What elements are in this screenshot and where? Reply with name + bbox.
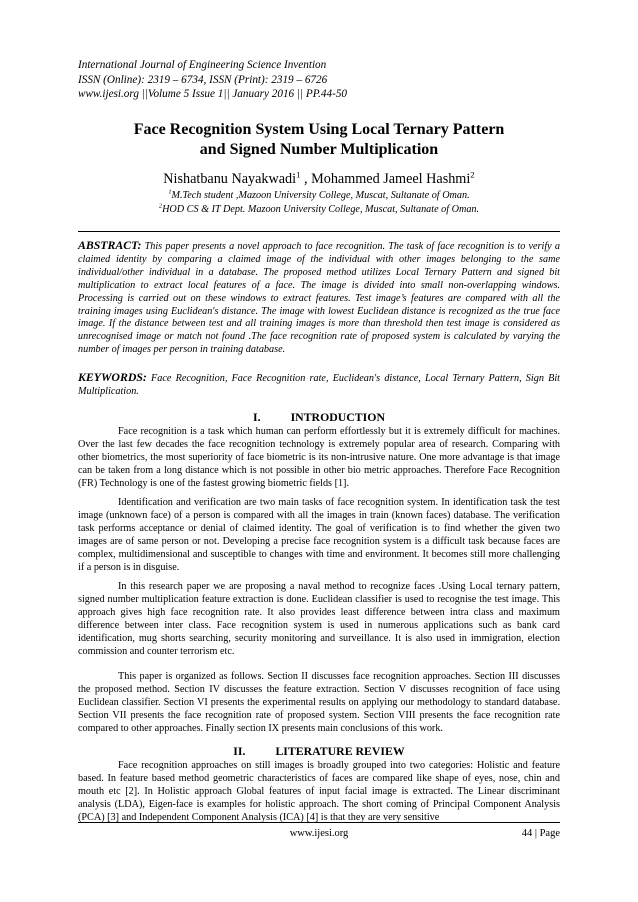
author-separator: , xyxy=(300,171,312,187)
author-list xyxy=(60,170,578,188)
abstract xyxy=(78,239,560,357)
footer-url: www.ijesi.org xyxy=(289,828,349,839)
journal-volume: www.ijesi.org ||Volume 5 Issue 1|| January 2016 || PP.44-50 xyxy=(78,88,348,100)
author-2-sup: 2 xyxy=(470,169,475,180)
abstract-label: ABSTRACT: xyxy=(78,238,142,252)
affiliation-2-sup: 2 xyxy=(158,202,163,210)
header-rule xyxy=(78,231,560,232)
paragraph-2: Identification and verification are two main tasks of face recognition system. In identification task the test image (unknown face) of a person is compared with all the images in train (known faces) database. The verification task performs acceptance or denial of claimed identity. The goal of verification is to find whether the given two images are of same person or not. Developing a precise face recognition system is a difficult task because faces are complex, multidimensional and susceptible to changes with time and environment. It becomes still more challenging if a person is in disguise. xyxy=(78,497,560,574)
paragraph-1: Face recognition is a task which human can perform effortlessly but it is extremely difficult for machines. Over the last few decades the face recognition technology is extremely popular area of research. Comparing with other biometrics, the most superiority of face biometric is its non-intrusive nature. One more advantage is that image can be taken from a long distance which is not possible in other bio metric approaches. Therefore Face Recognition (FR) Technology is one of the fastest growing biometric fields [1]. xyxy=(78,426,560,490)
keywords-label: KEYWORDS: xyxy=(78,370,147,384)
footer-page-number: 44 | Page xyxy=(521,828,560,839)
affiliation-1-sup: 1 xyxy=(168,188,172,196)
journal-header xyxy=(78,58,558,102)
section-heading-literature-review xyxy=(78,744,560,758)
paragraph-4: This paper is organized as follows. Section II discusses face recognition approaches. Section III discusses the proposed method. Section IV discusses the feature extraction. Section V discusses recognition of face using Euclidean classifier. Section VI presents the experimental results on applying our methodology to standard database. Section VII presents the face recognition rate of proposed system. Section VIII presents the face recognition rate compared to other approaches. Finally section IX presents main conclusions of this work. xyxy=(78,671,560,735)
journal-name: International Journal of Engineering Science Invention xyxy=(78,59,327,71)
paper-title xyxy=(60,120,578,160)
keywords xyxy=(78,371,560,399)
section-2-title: LITERATURE REVIEW xyxy=(275,744,405,758)
author-2: Mohammed Jameel Hashmi xyxy=(311,171,471,187)
section-heading-introduction xyxy=(78,410,560,424)
affiliation-2-text: HOD CS & IT Dept. Mazoon University College, Muscat, Sultanate of Oman. xyxy=(162,204,480,215)
paragraph-5: Face recognition approaches on still images is broadly grouped into two categories: Holistic and feature based. In feature based method geometric characteristics of faces are compared like shape of eyes, nose, chin and mouth etc [2]. In Holistic approach Global features of input facial image is extracted. The Linear discriminant analysis (LDA), Eigen-face is examples for holistic approach. The short coming of Principal Component Analysis (PCA) [3] and Independent Component Analysis (ICA) [4] is that they are very sensitive xyxy=(78,760,560,824)
author-1: Nishatbanu Nayakwadi xyxy=(163,171,297,187)
affiliation-2 xyxy=(60,203,578,216)
journal-issn: ISSN (Online): 2319 – 6734, ISSN (Print): 2319 – 6726 xyxy=(78,73,328,86)
author-1-sup: 1 xyxy=(296,169,301,180)
section-1-number: I. xyxy=(253,410,261,424)
keywords-text: Face Recognition, Face Recognition rate, Euclidean's distance, Local Ternary Pattern, Sign Bit Multiplication. xyxy=(78,373,560,397)
section-1-title: INTRODUCTION xyxy=(290,410,385,424)
footer-rule xyxy=(78,822,560,823)
title-line-2: and Signed Number Multiplication xyxy=(199,141,439,158)
title-line-1: Face Recognition System Using Local Ternary Pattern xyxy=(133,121,505,138)
section-2-number: II. xyxy=(233,744,246,758)
paragraph-3: In this research paper we are proposing a naval method to recognize faces .Using Local ternary pattern, signed number multiplication feature extraction is done. Euclidean classifier is used to recognise the test image. This approach gives high face recognition rate. It also provides least difference between intra class and maximum difference between inter class. Face recognition system is used in numerous applications such as bank card identification, mug shorts searching, security monitoring and surveillance. It is also used in immigration, election commission and counter terrorism etc. xyxy=(78,581,560,658)
affiliation-1 xyxy=(60,189,578,202)
abstract-text: This paper presents a novel approach to face recognition. The task of face recognition is to verify a claimed identity by comparing a claimed image of the individual with other images belonging to the same individual/other individual in a database. The proposed method utilizes Local Ternary Pattern and signed bit multiplication to extract local features of a face. The image is divided into small non-overlapping windows. Processing is carried out on these windows to extract features. Test image’s features are compared with all the training images using Euclidean's distance. The image with lowest Euclidean distance is recognized as the true face image. If the distance between test and all training images is more than threshold then test image is considered as unrecognised image or match not found .The face recognition rate of proposed system is calculated by varying the number of images per person in training database. xyxy=(78,241,561,356)
affiliation-1-text: M.Tech student ,Mazoon University College, Muscat, Sultanate of Oman. xyxy=(171,190,470,201)
